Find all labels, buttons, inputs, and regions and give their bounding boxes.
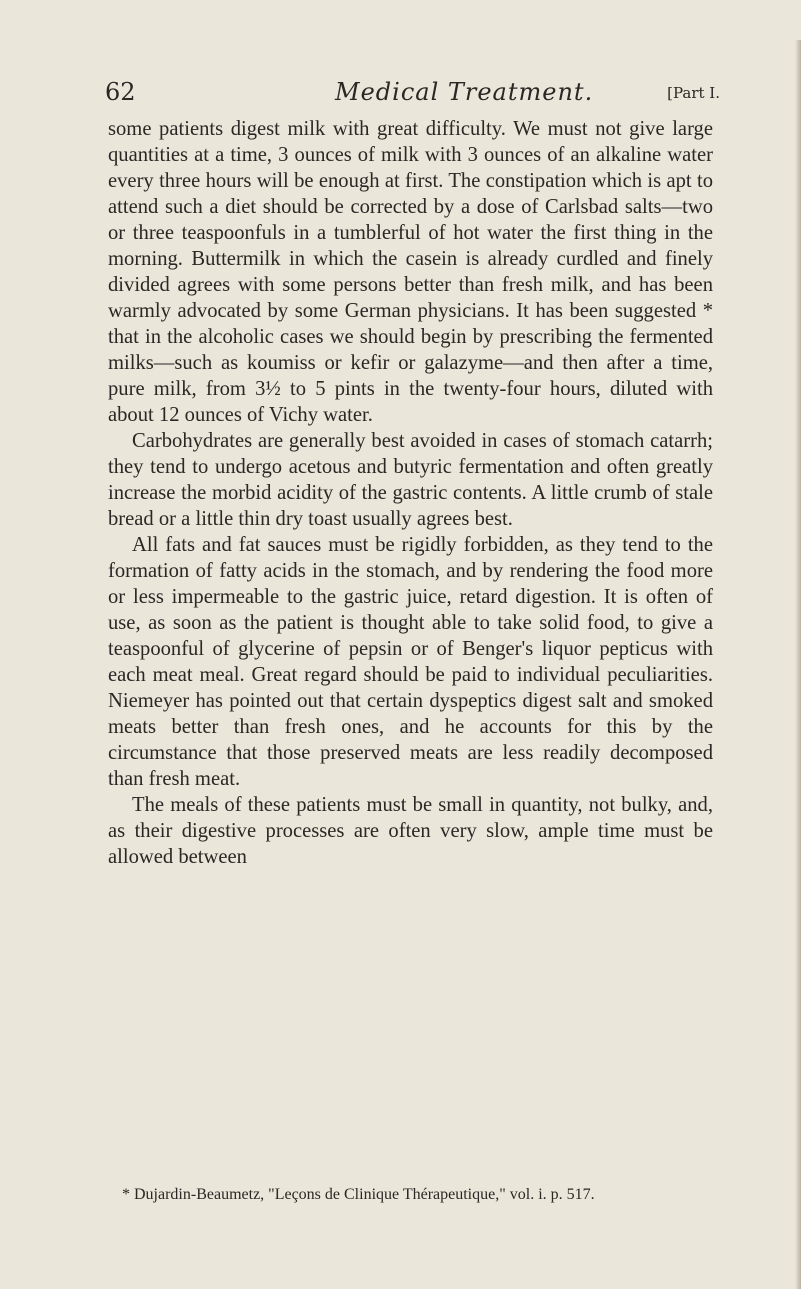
part-label: [Part I. [667, 84, 720, 102]
body-text [108, 116, 713, 870]
paragraph: The meals of these patients must be small in quantity, not bulky, and, as their digestive processes are often very slow, ample time must be allowed between [108, 794, 713, 868]
page-number: 62 [105, 78, 136, 106]
running-title: Medical Treatment. [335, 78, 594, 106]
page-edge-shadow [795, 40, 801, 1289]
footnote: * Dujardin-Beaumetz, "Leçons de Clinique Thérapeutique," vol. i. p. 517. [122, 1186, 595, 1203]
paragraph: some patients digest milk with great difficulty. We must not give large quantities at a time, 3 ounces of milk with 3 ounces of an alkaline water every three hours will be enough at first. The constipation which is apt to attend such a diet should be corrected by a dose of Carlsbad salts—two or three teaspoonfuls in a tumblerful of hot water the first thing in the morning. Buttermilk in which the casein is already curdled and finely divided agrees with some persons better than fresh milk, and has been warmly advocated by some German physicians. It has been suggested * that in the alcoholic cases we should begin by prescribing the fermented milks—such as koumiss or kefir or galazyme—and then after a time, pure milk, from 3½ to 5 pints in the twenty-four hours, diluted with about 12 ounces of Vichy water. [108, 118, 713, 426]
running-header [105, 78, 720, 110]
paragraph: Carbohydrates are generally best avoided in cases of stomach catarrh; they tend to undergo acetous and butyric fermentation and often greatly increase the morbid acidity of the gastric contents. A little crumb of stale bread or a little thin dry toast usually agrees best. [108, 430, 713, 530]
paragraph: All fats and fat sauces must be rigidly forbidden, as they tend to the formation of fatty acids in the stomach, and by rendering the food more or less impermeable to the gastric juice, retard digestion. It is often of use, as soon as the patient is thought able to take solid food, to give a teaspoonful of glycerine of pepsin or of Benger's liquor pepticus with each meat meal. Great regard should be paid to individual peculiarities. Niemeyer has pointed out that certain dyspeptics digest salt and smoked meats better than fresh ones, and he accounts for this by the circumstance that those preserved meats are less readily decomposed than fresh meat. [108, 534, 713, 790]
